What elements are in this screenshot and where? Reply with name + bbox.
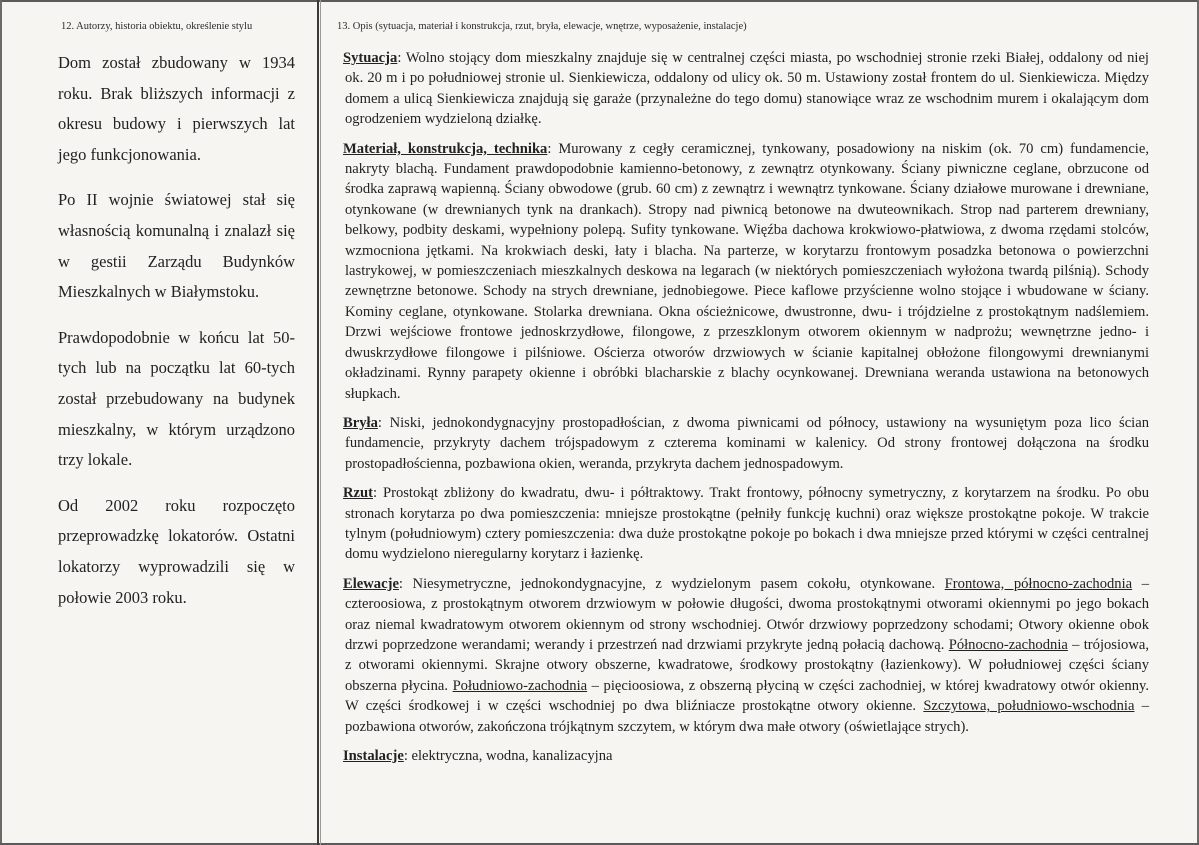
elewacje-intro: : Niesymetryczne, jednokondygnacyjne, z wydzielonym pasem cokołu, otynkowane. [398, 575, 945, 592]
facade-text-gable: – pozbawiona otworów, zakończona trójkątnym szczytem, w którym dwa małe otwory (oświetlające strych). [345, 698, 1149, 735]
facade-name-front: Frontowa, północno-zachodnia [944, 575, 1133, 592]
section-rzut [345, 483, 1149, 565]
section-title-instalacje: Instalacje [343, 748, 404, 764]
section-text-rzut: : Prostokąt zbliżony do kwadratu, dwu- i półtraktowy. Trakt frontowy, północny symetryczny, z korytarzem na środku. Po obu stronach korytarza po dwa pomieszczenia: mniejsze prostokątne (pełniły funkcję kuchni) oraz większe prostokątne pokoje. W trakcie tylnym (południowym) cztery pomieszczenia: dwa duże prostokątne pokoje po bokach i dwa mniejsze przed którymi w części centralnej domu wydzielono nieregularny korytarz i łazienkę. [345, 485, 1149, 563]
history-column [0, 0, 317, 845]
section-elewacje [345, 574, 1149, 737]
section-title-elewacje: Elewacje [343, 575, 399, 592]
history-paragraph: Po II wojnie światowej stał się własnością komunalną i znalazł się w gestii Zarządu Budynków Mieszkalnych w Białymstoku. [58, 190, 295, 302]
section-instalacje [345, 746, 1149, 766]
section-material [345, 139, 1149, 404]
section-bryla [345, 413, 1149, 474]
facade-name-gable: Szczytowa, południowo-wschodnia [923, 698, 1135, 715]
description-body [345, 48, 1149, 775]
history-paragraph: Prawdopodobnie w końcu lat 50-tych lub na początku lat 60-tych został przebudowany na budynek mieszkalny, w którym urządzono trzy lokale. [58, 327, 295, 470]
facade-text-southwest: – pięcioosiowa, z obszerną płyciną w części zachodniej, w której kwadratowy otwór okienny. W części środkowej i w części wschodniej po dwa bliźniacze prostokątne otwory okienne. [345, 677, 1149, 715]
history-body [58, 48, 295, 628]
section-text-instalacje: : elektryczna, wodna, kanalizacyjna [403, 748, 613, 764]
section-text-sytuacja: : Wolno stojący dom mieszkalny znajduje się w centralnej części miasta, po wschodniej stronie rzeki Białej, oddalony od niej ok. 20 m i po południowej stronie ul. Sienkiewicza, oddalony od ulicy ok. 50 m. Ustawiony został frontem do ul. Sienkiewicza. Między domem a ulicą Sienkiewicza znajdują się garaże (przynależne do tego domu) stanowiące wraz ze wschodnim murem i okalającym dom ogrodzeniem wydzieloną działkę. [345, 50, 1149, 128]
facade-name-northwest: Północno-zachodnia [948, 636, 1068, 653]
history-paragraph: Od 2002 roku rozpoczęto przeprowadzkę lokatorów. Ostatni lokatorzy wyprowadzili się w połowie 2003 roku. [58, 495, 295, 607]
section-title-bryla: Bryła [343, 414, 378, 431]
section-title-rzut: Rzut [343, 485, 373, 502]
facade-text-front: – czteroosiowa, z prostokątnym otworem drzwiowym w połowie długości, dwoma prostokątnymi otworami okiennymi po jego bokach oraz niemal kwadratowym otworem okiennym od strony wschodniej. Otwór drzwiowy poprzedzony schodami; Otwory okienne obok drzwi poprzedzone werandami; werandy i przestrzeń nad drzwiami przykryte jedną połacią dachową. [345, 575, 1149, 653]
section-title-sytuacja: Sytuacja [343, 50, 398, 66]
history-header: 12. Autorzy, historia obiektu, określenie stylu [61, 21, 253, 32]
facade-name-southwest: Południowo-zachodnia [452, 677, 588, 694]
history-paragraph: Dom został zbudowany w 1934 roku. Brak bliższych informacji z okresu budowy i pierwszych lat jego funkcjonowania. [58, 53, 295, 164]
section-text-material: : Murowany z cegły ceramicznej, tynkowany, posadowiony na niskim (ok. 70 cm) fundamencie, nakryty blachą. Fundament prawdopodobnie kamienno-betonowy, z zewnątrz otynkowany. Ściany piwniczne ceglane, obrzucone od środka zaprawą wapienną. Ściany obwodowe (grub. 60 cm) z zewnątrz i wewnątrz tynkowane. Ściany działowe murowane i drewniane, otynkowane (w drewnianych tynk na drankach). Stropy nad piwnicą betonowe na dwuteownikach. Strop nad parterem drewniany, belkowy, podbity deskami, wypełniony polepą. Sufity tynkowane. Więźba dachowa krokwiowo-płatwiowa, z dwoma rzędami stolców, wzmocniona jętkami. Na krokwiach deski, łaty i blacha. Na parterze, w korytarzu frontowym posadzka betonowa o powierzchni lastrykowej, w pomieszczeniach mieszkalnych deskowa na legarach (w niektórych pomieszczeniach wyłożona twardą pilśnią). Schody zewnętrzne betonowe. Schody na strych drewniane, jednobiegowe. Piece kaflowe przyścienne wolno stojące i wbudowane w ściany. Kominy ceglane, otynkowane. Stolarka drewniana. Okna ościeżnicowe, dwustronne, dwu- i trójdzielne z prostokątnym nadślemiem. Drzwi wejściowe frontowe jednoskrzydłowe, filongowe, z przeszklonym otworem okiennym w nadprożu; wewnętrzne jedno- i dwuskrzydłowe filongowe i pilśniowe. Ościerza otworów drzwiowych w ścianie kapitalnej obłożone filongowymi drewnianymi okładzinami. Rynny parapety okienne i obróbki blacharskie z blachy ocynkowanej. Drewniana weranda ustawiona na betonowych słupkach. [345, 140, 1149, 402]
section-title-material: Materiał, konstrukcja, technika [343, 140, 548, 157]
description-header: 13. Opis (sytuacja, materiał i konstrukcja, rzut, bryła, elewacje, wnętrze, wyposażenie, instalacje) [337, 21, 747, 32]
facade-text-northwest: – trójosiowa, z otworami okiennymi. Skrajne otwory obszerne, kwadratowe, środkowy prostokątny (łazienkowy). W południowej części ściany obszerna płycina. [345, 636, 1149, 694]
section-sytuacja [345, 48, 1149, 130]
column-divider [317, 0, 319, 845]
section-text-bryla: : Niski, jednokondygnacyjny prostopadłościan, z dwoma piwnicami od północy, ustawiony na wysuniętym poza lico ścian fundamencie, przykryty dachem trójspadowym z czterema kominami w kalenicy. Od strony frontowej dołączona na środku prostopadłościenna, pozbawiona okien, weranda, przykryta dachem jednospadowym. [345, 414, 1149, 472]
description-column [321, 0, 1199, 845]
